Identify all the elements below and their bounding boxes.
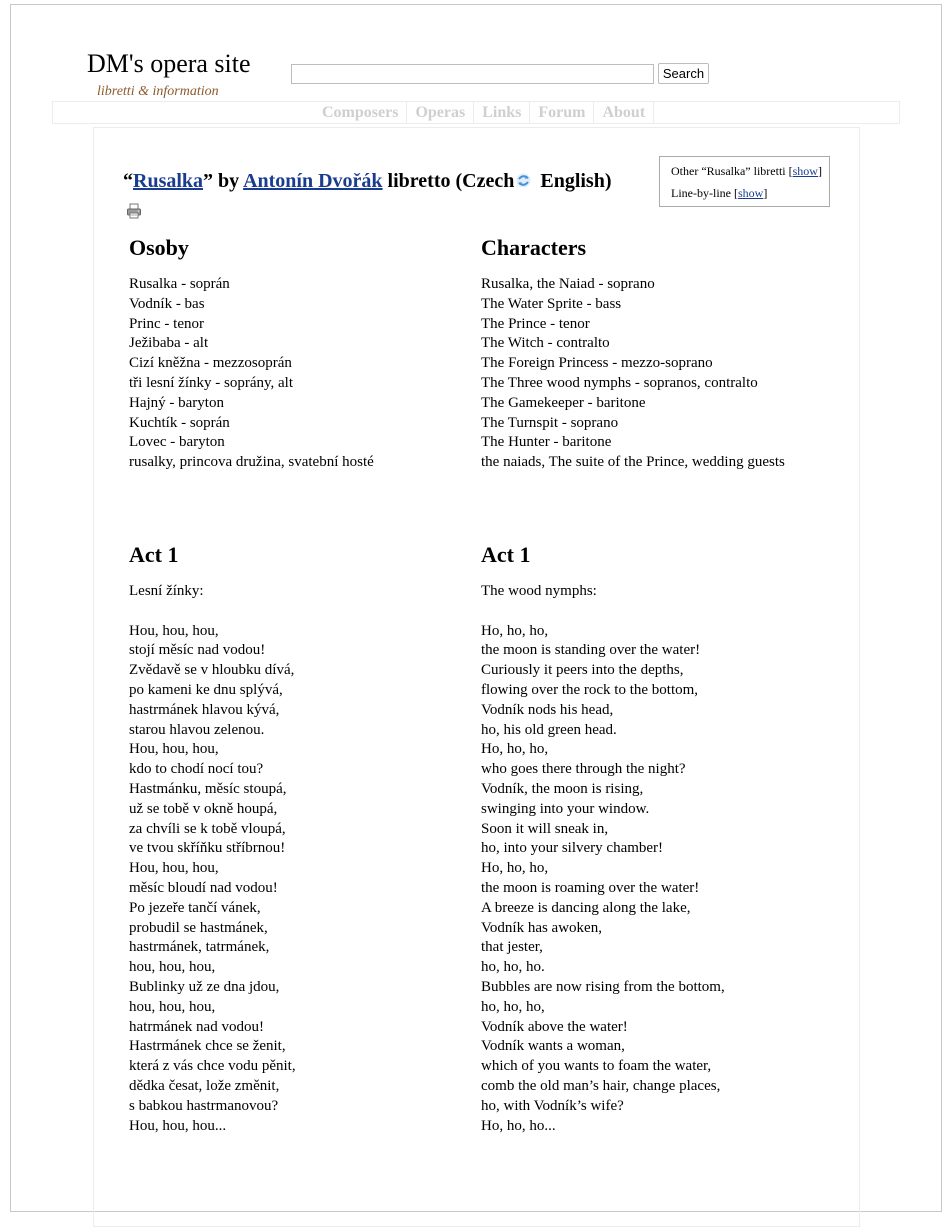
character-line-english: The Water Sprite - bass (481, 295, 622, 312)
libretto-line-czech: hatrmánek nad vodou! (129, 1018, 264, 1035)
character-line-english: the naiads, The suite of the Prince, wedding guests (481, 454, 785, 471)
libretto-line-czech: s babkou hastrmanovou? (129, 1097, 279, 1114)
libretto-line-english: Vodník, the moon is rising, (481, 780, 644, 797)
libretto-line-czech: probudil se hastmánek, (129, 919, 268, 936)
title-english: English) (535, 170, 612, 192)
other-libretti-show-link[interactable]: show (792, 164, 818, 178)
character-line-english: The Three wood nymphs - sopranos, contralto (481, 374, 758, 391)
act1-english (481, 541, 841, 1136)
character-line-english: The Foreign Princess - mezzo-soprano (481, 355, 713, 372)
libretto-line-czech: kdo to chodí nocí tou? (129, 761, 264, 778)
libretto-line-czech: hastrmánek hlavou kývá, (129, 701, 280, 718)
libretto-line-english: which of you wants to foam the water, (481, 1058, 712, 1075)
libretto-line-czech: dědka česat, lože změnit, (129, 1077, 280, 1094)
character-line-english: The Witch - contralto (481, 335, 610, 352)
characters-czech (129, 234, 469, 473)
libretto-line-czech: už se tobě v okně houpá, (129, 800, 278, 817)
characters-list-czech (129, 275, 469, 473)
nav-items (314, 102, 654, 123)
libretto-line-english: flowing over the rock to the bottom, (481, 681, 699, 698)
act1-speaker-czech: Lesní žínky: (129, 583, 204, 599)
nav-item-links[interactable]: Links (474, 102, 530, 123)
character-line-czech: Ježibaba - alt (129, 335, 209, 352)
composer-link[interactable]: Antonín Dvořák (243, 170, 383, 192)
libretto-line-czech: Hou, hou, hou, (129, 741, 219, 758)
libretto-line-czech: starou hlavou zelenou. (129, 721, 265, 738)
libretto-line-english: Ho, ho, ho, (481, 622, 549, 639)
libretto-line-czech: Hou, hou, hou, (129, 622, 219, 639)
printer-icon[interactable] (126, 203, 142, 219)
line-by-line-row (671, 185, 829, 201)
character-line-czech: Kuchtík - soprán (129, 414, 230, 431)
libretto-line-czech: která z vás chce vodu pěnit, (129, 1058, 296, 1075)
libretto-line-english: Bubbles are now rising from the bottom, (481, 978, 725, 995)
site-title[interactable]: DM's opera site (87, 49, 251, 78)
character-line-czech: Hajný - baryton (129, 394, 224, 411)
libretto-line-english: Ho, ho, ho... (481, 1117, 556, 1134)
libretto-line-english: ho, his old green head. (481, 721, 617, 738)
line-by-line-label: Line-by-line [ (671, 186, 738, 200)
libretto-line-english: swinging into your window. (481, 800, 650, 817)
libretto-line-english: Vodník above the water! (481, 1018, 628, 1035)
libretto-line-english: ho, with Vodník’s wife? (481, 1097, 624, 1114)
libretto-line-english: A breeze is dancing along the lake, (481, 899, 691, 916)
libretto-line-czech: hastrmánek, tatrmánek, (129, 939, 270, 956)
libretto-line-english: Vodník nods his head, (481, 701, 614, 718)
title-open-quote: “ (123, 170, 133, 192)
character-line-english: Rusalka, the Naiad - soprano (481, 276, 655, 292)
act1-speaker-english: The wood nymphs: (481, 583, 597, 599)
other-libretti-bracket: ] (817, 164, 822, 178)
libretto-line-english: the moon is standing over the water! (481, 642, 701, 659)
libretto-line-czech: Hastmánku, měsíc stoupá, (129, 780, 287, 797)
character-line-czech: Rusalka - soprán (129, 276, 230, 292)
libretto-line-english: Curiously it peers into the depths, (481, 662, 684, 679)
libretto-line-czech: hou, hou, hou, (129, 998, 216, 1015)
character-line-english: The Gamekeeper - baritone (481, 394, 646, 411)
nav-item-about[interactable]: About (594, 102, 654, 123)
libretto-line-czech: Zvědavě se v hloubku dívá, (129, 662, 295, 679)
libretto-line-czech: ve tvou skříňku stříbrnou! (129, 840, 286, 857)
act1-czech (129, 541, 469, 1136)
character-line-czech: Lovec - baryton (129, 434, 225, 451)
libretto-line-english: Soon it will sneak in, (481, 820, 609, 837)
nav-item-composers[interactable]: Composers (314, 102, 407, 123)
character-line-english: The Prince - tenor (481, 315, 590, 332)
libretto-line-czech: Hou, hou, hou, (129, 860, 219, 877)
act1-lines-czech (129, 622, 469, 1137)
character-line-czech: Vodník - bas (129, 295, 205, 312)
libretto-line-english: Ho, ho, ho, (481, 860, 549, 877)
other-libretti-label: Other “Rusalka” libretti [ (671, 164, 793, 178)
character-line-czech: tři lesní žínky - soprány, alt (129, 374, 293, 391)
nav-item-forum[interactable]: Forum (530, 102, 594, 123)
libretto-line-english: ho, ho, ho. (481, 959, 545, 976)
character-line-czech: rusalky, princova družina, svatební hosté (129, 454, 374, 471)
libretto-line-czech: Hastrmánek chce se ženit, (129, 1038, 286, 1055)
nav-item-operas[interactable]: Operas (407, 102, 474, 123)
other-libretti-row (671, 163, 829, 179)
libretto-line-czech: za chvíli se k tobě vloupá, (129, 820, 286, 837)
search-input[interactable] (291, 64, 654, 84)
act1-title-czech: Act 1 (129, 542, 179, 567)
page-title (123, 168, 612, 194)
swap-arrows-icon[interactable] (516, 169, 531, 184)
libretto-line-english: ho, into your silvery chamber! (481, 840, 664, 857)
libretto-line-czech: měsíc bloudí nad vodou! (129, 879, 278, 896)
opera-link[interactable]: Rusalka (133, 170, 204, 192)
character-line-czech: Cizí kněžna - mezzosoprán (129, 355, 292, 372)
title-libretto: libretto (Czech (382, 170, 515, 192)
act1-title-english: Act 1 (481, 542, 531, 567)
search-button[interactable]: Search (658, 63, 709, 84)
libretto-line-english: Vodník wants a woman, (481, 1038, 625, 1055)
libretto-line-english: the moon is roaming over the water! (481, 879, 700, 896)
act1-lines-english (481, 622, 841, 1137)
libretto-line-english: Ho, ho, ho, (481, 741, 549, 758)
line-by-line-show-link[interactable]: show (737, 186, 764, 200)
libretto-line-czech: Bublinky už ze dna jdou, (129, 978, 280, 995)
libretto-line-czech: hou, hou, hou, (129, 959, 216, 976)
line-by-line-bracket: ] (763, 186, 768, 200)
other-libretti-box (659, 156, 830, 207)
libretto-line-czech: po kameni ke dnu splývá, (129, 681, 283, 698)
characters-english (481, 234, 841, 473)
characters-title-english: Characters (481, 235, 587, 260)
libretto-line-english: who goes there through the night? (481, 761, 686, 778)
character-line-english: The Hunter - baritone (481, 434, 612, 451)
libretto-line-czech: stojí měsíc nad vodou! (129, 642, 266, 659)
character-line-english: The Turnspit - soprano (481, 414, 619, 431)
libretto-line-english: Vodník has awoken, (481, 919, 602, 936)
character-line-czech: Princ - tenor (129, 315, 204, 332)
characters-list-english (481, 275, 841, 473)
site-tagline: libretti & information (97, 84, 219, 99)
libretto-line-czech: Po jezeře tančí vánek, (129, 899, 261, 916)
libretto-line-czech: Hou, hou, hou... (129, 1117, 227, 1134)
libretto-line-english: ho, ho, ho, (481, 998, 545, 1015)
title-by: ” by (203, 170, 244, 192)
libretto-line-english: that jester, (481, 939, 543, 956)
libretto-line-english: comb the old man’s hair, change places, (481, 1077, 721, 1094)
characters-title-czech: Osoby (129, 235, 189, 260)
main-nav (52, 101, 900, 124)
